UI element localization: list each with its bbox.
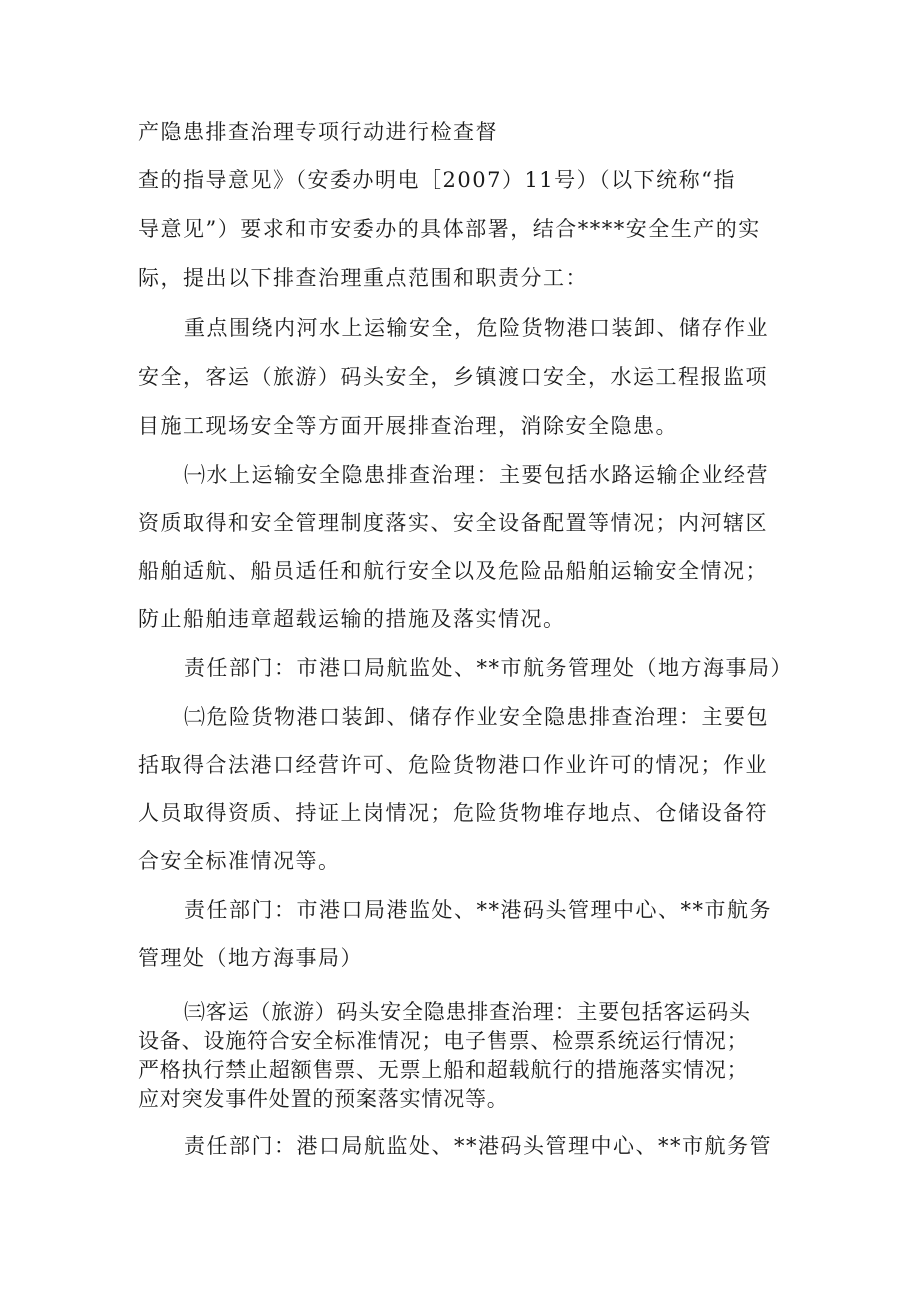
item1-line-2: 资质取得和安全管理制度落实、安全设备配置等情况；内河辖区 [138,511,768,535]
item2-line-4: 合安全标准情况等。 [138,849,341,873]
item3-line-3: 严格执行禁止超额售票、无票上船和超载航行的措施落实情况； [138,1058,749,1082]
scope-line-1: 重点围绕内河水上运输安全，危险货物港口装卸、储存作业 [184,316,769,340]
item1-responsibility: 责任部门：市港口局航监处、**市航务管理处（地方海事局） [184,656,793,680]
item2-responsibility-line-2: 管理处（地方海事局） [138,946,363,970]
intro-line-1: 产隐患排查治理专项行动进行检查督 [138,120,498,144]
intro-line-4: 际，提出以下排查治理重点范围和职责分工： [138,266,588,290]
item1-line-1: ㈠水上运输安全隐患排查治理：主要包括水路运输企业经营 [184,463,769,487]
item2-line-3: 人员取得资质、持证上岗情况；危险货物堆存地点、仓储设备符 [138,801,768,825]
scope-line-2: 安全，客运（旅游）码头安全，乡镇渡口安全，水运工程报监项 [138,365,768,389]
item3-line-1: ㈢客运（旅游）码头安全隐患排查治理：主要包括客运码头 [184,1000,751,1024]
intro-line-3: 导意见”）要求和市安委办的具体部署，结合****安全生产的实 [138,217,761,241]
item3-responsibility: 责任部门：港口局航监处、**港码头管理中心、**市航务管 [184,1134,772,1158]
item2-line-2: 括取得合法港口经营许可、危险货物港口作业许可的情况；作业 [138,753,768,777]
scope-line-3: 目施工现场安全等方面开展排查治理，消除安全隐患。 [138,414,678,438]
item3-line-2: 设备、设施符合安全标准情况；电子售票、检票系统运行情况； [138,1029,749,1053]
item3-line-4: 应对突发事件处置的预案落实情况等。 [138,1087,509,1111]
item1-line-3: 船舶适航、船员适任和航行安全以及危险品船舶运输安全情况； [138,559,768,583]
item1-line-4: 防止船舶违章超载运输的措施及落实情况。 [138,607,566,631]
item2-line-1: ㈡危险货物港口装卸、储存作业安全隐患排查治理：主要包 [184,705,769,729]
item2-responsibility-line-1: 责任部门：市港口局港监处、**港码头管理中心、**市航务 [184,898,772,922]
intro-line-2: 查的指导意见》（安委办明电［2007）11号）（以下统称“指 [138,168,736,192]
